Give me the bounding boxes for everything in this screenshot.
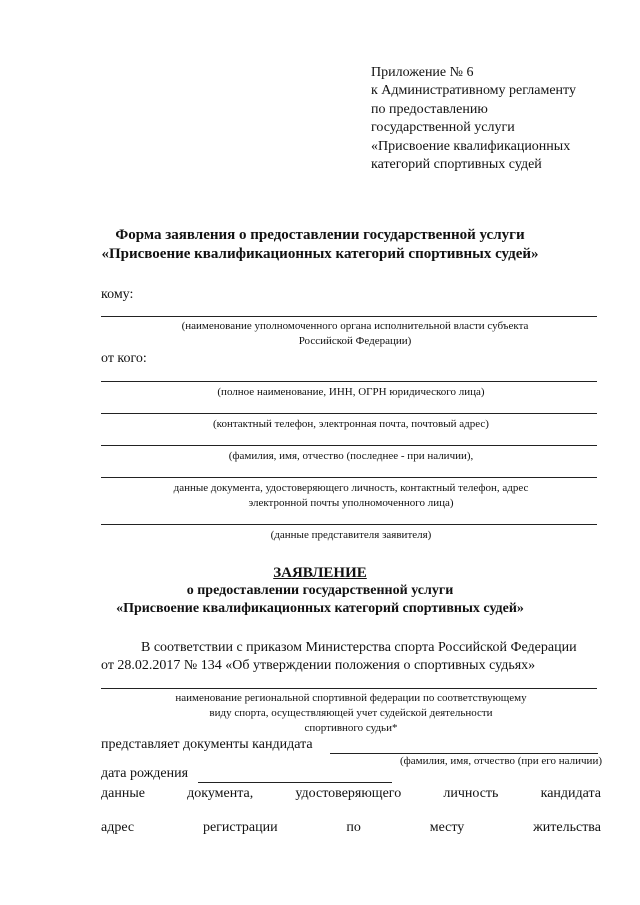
from-contacts-caption: (контактный телефон, электронная почта, почтовый адрес) <box>213 418 489 430</box>
federation-line[interactable] <box>101 688 597 689</box>
form-title-line1: Форма заявления о предоставлении государственной услуги <box>115 227 525 243</box>
annex-line: к Административному регламенту <box>371 83 576 99</box>
annex-line: по предоставлению <box>371 101 488 117</box>
candidate-name-caption: (фамилия, имя, отчество (при его наличии) <box>399 755 602 767</box>
statement-sub-2: «Присвоение квалификационных категорий спортивных судей» <box>116 601 524 616</box>
form-title-line2: «Присвоение квалификационных категорий спортивных судей» <box>101 246 539 262</box>
doc-row <box>101 786 601 802</box>
federation-caption-1: наименование региональной спортивной федерации по соответствующему <box>175 692 527 704</box>
presents-label: представляет документы кандидата <box>101 737 313 752</box>
statement-sub-1: о предоставлении государственной услуги <box>186 583 454 598</box>
from-contacts-line[interactable] <box>101 413 597 414</box>
to-field-line[interactable] <box>101 316 597 317</box>
from-legal-caption: (полное наименование, ИНН, ОГРН юридического лица) <box>217 386 485 398</box>
from-doc-caption-2: электронной почты уполномоченного лица) <box>248 497 454 509</box>
from-name-line[interactable] <box>101 445 597 446</box>
annex-block <box>371 64 621 174</box>
body-para-line2: от 28.02.2017 № 134 «Об утверждении положения о спортивных судьях» <box>101 658 536 673</box>
doc-word: личность <box>443 786 499 801</box>
address-word: жительства <box>533 820 601 835</box>
annex-line: Приложение № 6 <box>371 65 474 80</box>
from-label: от кого: <box>101 351 147 366</box>
annex-line: категорий спортивных судей <box>371 157 542 173</box>
statement-heading: ЗАЯВЛЕНИЕ <box>273 565 367 581</box>
doc-word: удостоверяющего <box>295 786 402 801</box>
doc-word: кандидата <box>540 786 601 801</box>
address-word: адрес <box>101 820 135 835</box>
address-word: по <box>346 820 361 835</box>
to-label: кому: <box>101 287 134 302</box>
from-legal-line[interactable] <box>101 381 597 382</box>
federation-caption-3: спортивного судьи* <box>304 722 398 734</box>
address-word: месту <box>429 820 465 835</box>
annex-line: «Присвоение квалификационных <box>371 138 571 154</box>
from-doc-caption-1: данные документа, удостоверяющего личность, контактный телефон, адрес <box>173 482 529 494</box>
to-caption-1: (наименование уполномоченного органа исполнительной власти субъекта <box>181 320 529 332</box>
from-name-caption: (фамилия, имя, отчество (последнее - при наличии), <box>228 450 474 462</box>
annex-line: государственной услуги <box>371 120 515 136</box>
from-rep-line[interactable] <box>101 524 597 525</box>
from-doc-line[interactable] <box>101 477 597 478</box>
address-row <box>101 820 601 836</box>
body-para-line1: В соответствии с приказом Министерства спорта Российской Федерации <box>141 640 577 655</box>
birth-date-line[interactable] <box>198 782 392 783</box>
from-rep-caption: (данные представителя заявителя) <box>270 529 432 541</box>
birth-label: дата рождения <box>101 766 189 781</box>
doc-word: данные <box>101 786 145 801</box>
doc-word: документа, <box>187 786 254 801</box>
to-caption-2: Российской Федерации) <box>298 335 412 347</box>
federation-caption-2: виду спорта, осуществляющей учет судейской деятельности <box>209 707 493 719</box>
address-word: регистрации <box>202 820 278 835</box>
